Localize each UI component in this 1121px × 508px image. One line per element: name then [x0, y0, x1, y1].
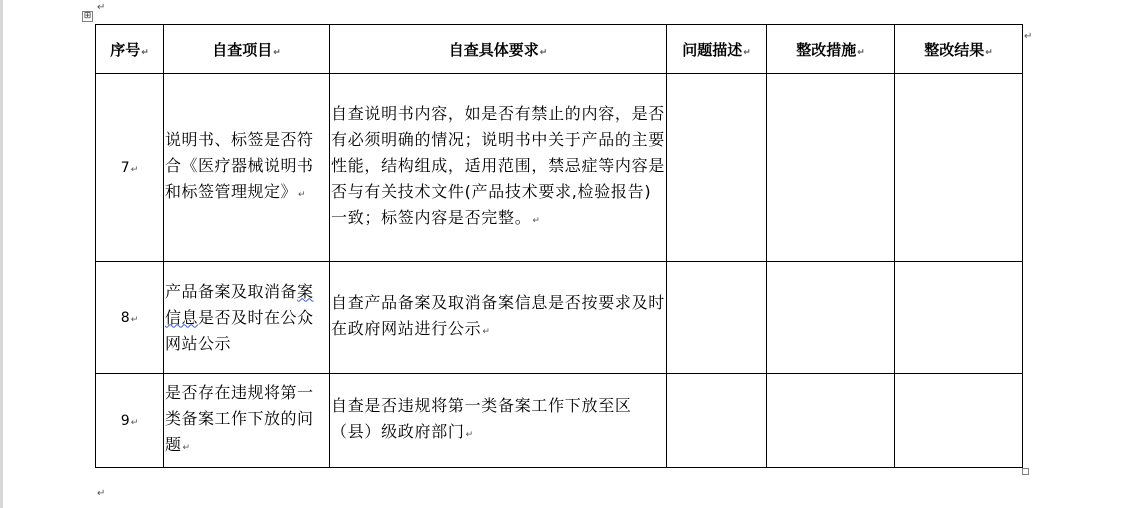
table-move-handle-icon[interactable]: ⊞	[83, 11, 92, 21]
header-cell: 序号↵	[96, 25, 164, 74]
measure-cell[interactable]	[767, 74, 895, 262]
page-left-edge	[0, 0, 3, 508]
seq-cell: 8↵	[96, 262, 164, 374]
result-cell[interactable]	[895, 74, 1023, 262]
item-cell: 说明书、标签是否符合《医疗器械说明书和标签管理规定》↵	[164, 74, 330, 262]
table-row	[96, 374, 1023, 468]
requirement-cell: 自查是否违规将第一类备案工作下放至区（县）级政府部门↵	[330, 374, 667, 468]
measure-cell[interactable]	[767, 374, 895, 468]
problem-cell[interactable]	[667, 262, 767, 374]
header-cell: 自查项目↵	[164, 25, 330, 74]
header-cell: 整改措施↵	[767, 25, 895, 74]
header-cell: 自查具体要求↵	[330, 25, 667, 74]
problem-cell[interactable]	[667, 374, 767, 468]
result-cell[interactable]	[895, 262, 1023, 374]
table-row	[96, 74, 1023, 262]
seq-cell: 7↵	[96, 74, 164, 262]
table-header-row	[96, 25, 1023, 74]
requirement-cell: 自查说明书内容，如是否有禁止的内容，是否有必须明确的情况；说明书中关于产品的主要性能，结构组成，适用范围，禁忌症等内容是否与有关技术文件(产品技术要求,检验报告)一致；标签内容是否完整。↵	[330, 74, 667, 262]
requirement-cell: 自查产品备案及取消备案信息是否按要求及时在政府网站进行公示↵	[330, 262, 667, 374]
paragraph-mark-icon: ↵	[97, 2, 106, 13]
header-cell: 问题描述↵	[667, 25, 767, 74]
item-cell: 是否存在违规将第一类备案工作下放的问题↵	[164, 374, 330, 468]
paragraph-mark-icon: ↵	[97, 488, 106, 499]
spellcheck-underline: 案信息	[165, 281, 314, 327]
item-cell: 产品备案及取消备案信息是否及时在公众网站公示	[164, 262, 330, 374]
paragraph-mark-icon: ↵	[1024, 31, 1033, 42]
table-resize-handle[interactable]	[1022, 468, 1029, 475]
result-cell[interactable]	[895, 374, 1023, 468]
problem-cell[interactable]	[667, 74, 767, 262]
measure-cell[interactable]	[767, 262, 895, 374]
self-inspection-table	[95, 24, 1023, 468]
header-cell: 整改结果↵	[895, 25, 1023, 74]
seq-cell: 9↵	[96, 374, 164, 468]
table-row	[96, 262, 1023, 374]
